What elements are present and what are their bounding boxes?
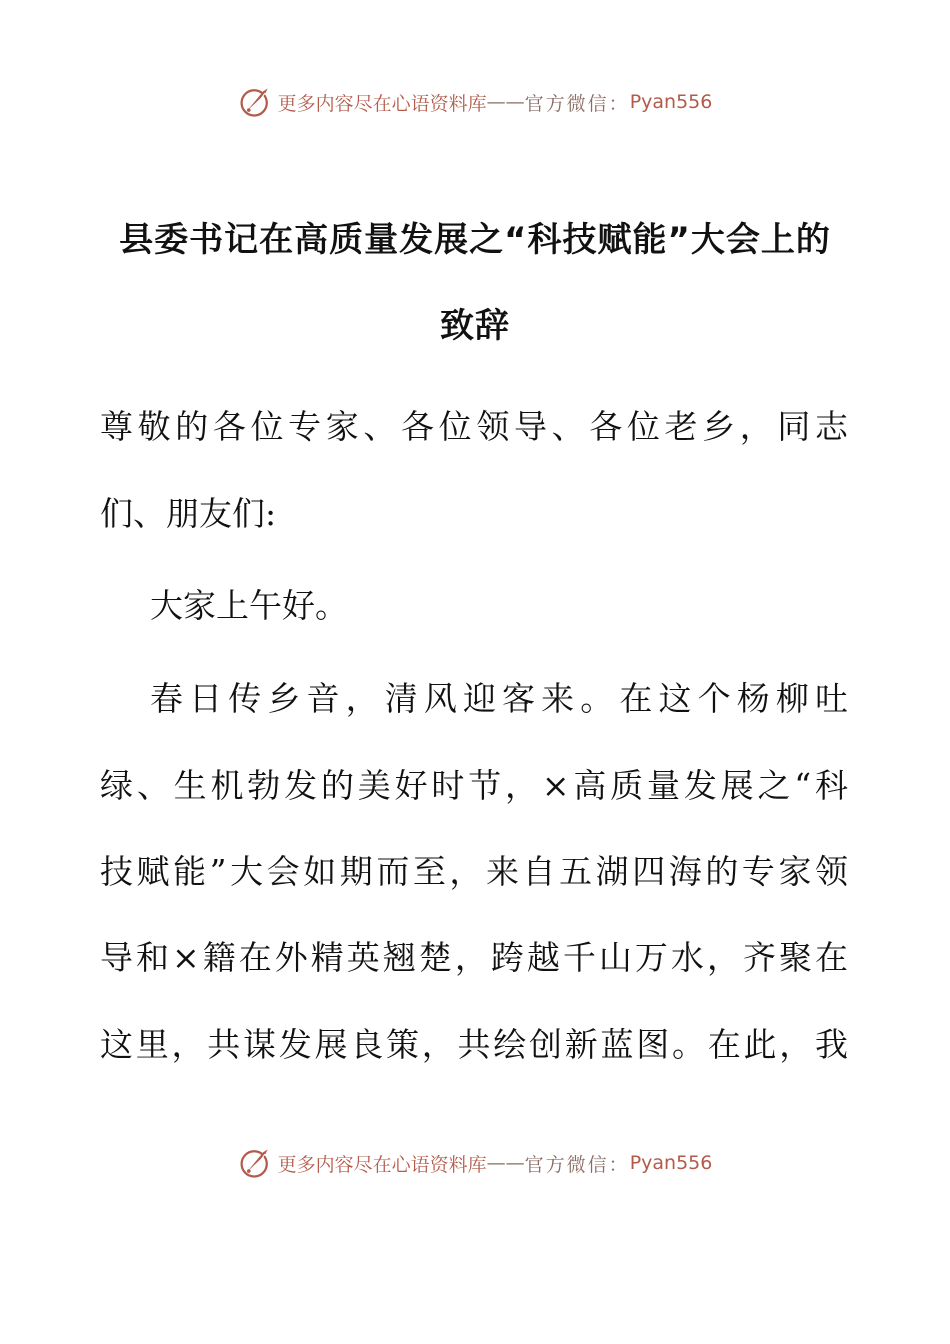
greeting-line: 大家上午好。 bbox=[150, 586, 348, 625]
paragraph-line-5: 这里，共谋发展良策，共绘创新蓝图。在此，我 bbox=[100, 1025, 848, 1064]
banner-text: 更多内容尽在心语资料库 bbox=[277, 1153, 487, 1176]
banner-dash: —— bbox=[486, 1152, 525, 1174]
paragraph-line-4: 导和×籍在外精英翘楚，跨越千山万水，齐聚在 bbox=[100, 938, 848, 977]
quill-logo-icon bbox=[238, 84, 274, 120]
salutation-line-1: 尊敬的各位专家、各位领导、各位老乡，同志 bbox=[100, 407, 848, 446]
salutation-line-2: 们、朋友们: bbox=[100, 494, 277, 533]
banner-wechat-label: 官方微信： bbox=[524, 1153, 630, 1176]
document-title-line-2: 致辞 bbox=[440, 306, 510, 346]
document-title-line-1: 县委书记在高质量发展之“科技赋能”大会上的 bbox=[119, 220, 831, 260]
paragraph-line-3: 技赋能”大会如期而至，来自五湖四海的专家领 bbox=[100, 852, 848, 891]
paragraph-line-1: 春日传乡音，清风迎客来。在这个杨柳吐 bbox=[150, 679, 848, 718]
banner-wechat-id: Pyan556 bbox=[629, 91, 713, 113]
banner-text: 更多内容尽在心语资料库 bbox=[277, 92, 487, 115]
quill-logo-icon bbox=[238, 1145, 274, 1181]
paragraph-line-2: 绿、生机勃发的美好时节，×高质量发展之“科 bbox=[100, 766, 848, 805]
footer-banner bbox=[0, 1143, 950, 1183]
header-banner bbox=[0, 82, 950, 122]
banner-wechat-id: Pyan556 bbox=[629, 1152, 713, 1174]
banner-wechat-label: 官方微信： bbox=[524, 92, 630, 115]
banner-dash: —— bbox=[486, 91, 525, 113]
